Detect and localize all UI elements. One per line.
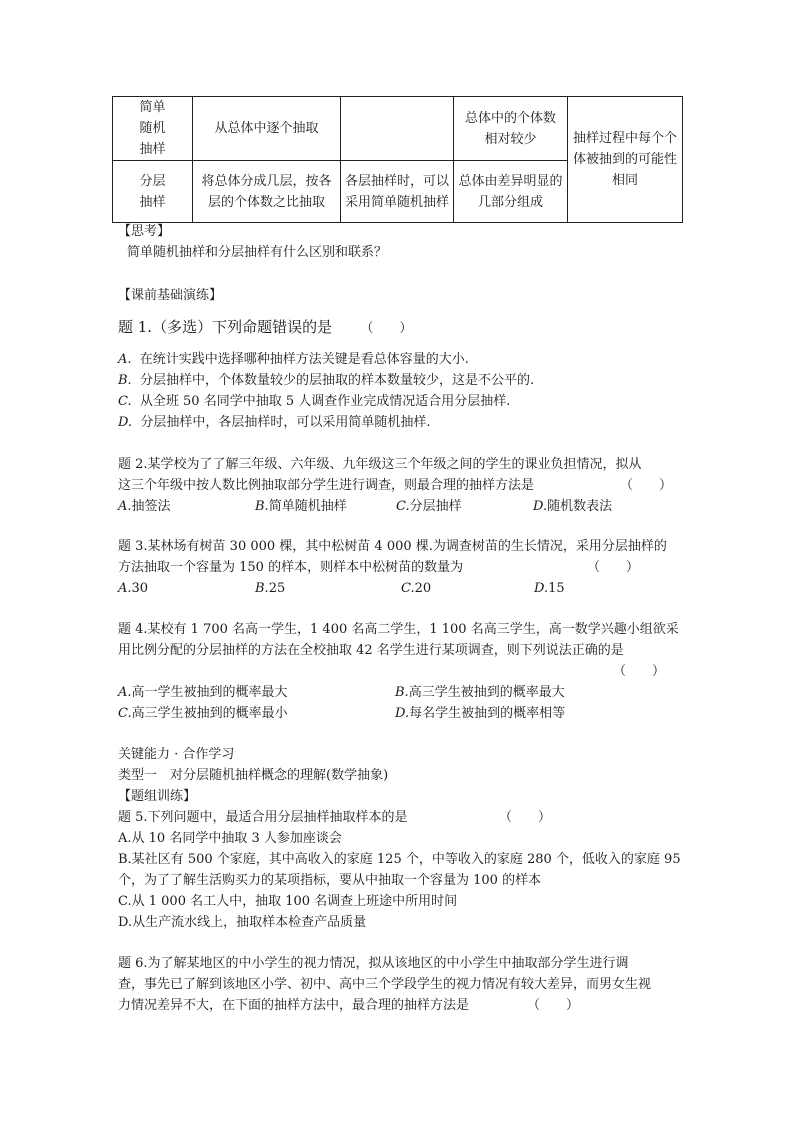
option-letter: B. xyxy=(255,499,269,514)
sampling-comparison-table xyxy=(112,96,683,223)
option-letter: D. xyxy=(395,706,410,721)
question-4-option-a xyxy=(118,682,288,703)
answer-blank: （ ） xyxy=(613,664,666,679)
question-5-option-c: C.从 1 000 名工人中，抽取 100 名调查上班途中所用时间 xyxy=(118,894,458,909)
table-row xyxy=(113,97,683,161)
option-text: 高三学生被抽到的概率最小 xyxy=(131,706,288,721)
option-text: 在统计实践中选择哪种抽样方法关键是看总体容量的大小. xyxy=(139,352,469,367)
option-text: 随机数表法 xyxy=(547,499,613,514)
answer-blank: （ ） xyxy=(499,810,552,825)
question-3-option-d xyxy=(534,578,565,599)
option-letter: C. xyxy=(396,499,410,514)
answer-blank: （ ） xyxy=(587,560,640,575)
question-1-option-d xyxy=(118,412,431,433)
question-2-line-2: 这三个年级中按人数比例抽取部分学生进行调查，则最合理的抽样方法是 xyxy=(118,478,535,493)
option-text: 25 xyxy=(268,581,286,596)
question-3-option-b xyxy=(255,578,285,599)
question-3-line-2: 方法抽取一个容量为 150 的样本，则样本中松树苗的数量为 xyxy=(118,560,464,575)
table-cell: 从总体中逐个抽取 xyxy=(193,97,341,161)
option-text: 分层抽样中，个体数量较少的层抽取的样本数量较少，这是不公平的. xyxy=(139,373,535,388)
question-stem-text: 题 1.（多选）下列命题错误的是 xyxy=(118,318,333,336)
question-5-option-b-line-2: 个，为了了解生活购买力的某项指标，要从中抽取一个容量为 100 的样本 xyxy=(118,873,542,888)
question-2-option-a xyxy=(118,496,171,517)
option-text: 15 xyxy=(548,581,565,596)
table-cell: 将总体分成几层，按各层的个体数之比抽取 xyxy=(193,161,341,223)
question-4-option-d xyxy=(395,703,565,724)
answer-blank: （ ） xyxy=(620,478,673,493)
think-heading: 【思考】 xyxy=(118,224,171,239)
question-5-stem: 题 5.下列问题中，最适合用分层抽样抽取样本的是 xyxy=(118,810,408,825)
table-cell: 简单随机抽样 xyxy=(113,97,193,161)
question-3-option-a xyxy=(118,578,148,599)
option-text: 高一学生被抽到的概率最大 xyxy=(131,685,288,700)
question-4-line-2: 用比例分配的分层抽样的方法在全校抽取 42 名学生进行某项调查，则下列说法正确的是 xyxy=(118,643,624,658)
option-letter: D. xyxy=(533,499,548,514)
table-cell: 分层抽样 xyxy=(113,161,193,223)
basic-practice-heading: 【课前基础演练】 xyxy=(118,288,223,303)
section-heading: 关键能力 · 合作学习 xyxy=(118,747,235,762)
question-3-line-1: 题 3.某林场有树苗 30 000 棵，其中松树苗 4 000 棵.为调查树苗的生长情况，采用分层抽样的 xyxy=(118,539,667,554)
option-letter: D. xyxy=(534,581,549,596)
question-6-line-1: 题 6.为了解某地区的中小学生的视力情况，拟从该地区的中小学生中抽取部分学生进行调 xyxy=(118,956,629,971)
question-1-option-b xyxy=(118,370,534,391)
question-2-option-c xyxy=(396,496,462,517)
question-2-option-d xyxy=(533,496,612,517)
option-letter: B. xyxy=(255,581,269,596)
question-2-line-1: 题 2.某学校为了了解三年级、六年级、九年级这三个年级之间的学生的课业负担情况，拟从 xyxy=(118,457,642,472)
question-1-option-a xyxy=(118,349,469,370)
question-4-line-1: 题 4.某校有 1 700 名高一学生，1 400 名高二学生，1 100 名高三学生，高一数学兴趣小组欲采 xyxy=(118,622,679,637)
question-4-option-b xyxy=(395,682,565,703)
group-training-heading: 【题组训练】 xyxy=(118,789,197,804)
option-letter: C. xyxy=(401,581,415,596)
option-text: 每名学生被抽到的概率相等 xyxy=(409,706,566,721)
answer-blank: （ ） xyxy=(360,321,413,336)
type-1-heading: 类型一 对分层随机抽样概念的理解(数学抽象) xyxy=(118,768,389,783)
option-text: 从全班 50 名同学中抽取 5 人调查作业完成情况适合用分层抽样. xyxy=(139,394,511,409)
question-4-option-c xyxy=(118,703,288,724)
option-text: 高三学生被抽到的概率最大 xyxy=(408,685,565,700)
question-3-option-c xyxy=(401,578,431,599)
option-text: 简单随机抽样 xyxy=(268,499,347,514)
question-5-option-b-line-1: B.某社区有 500 个家庭，其中高收入的家庭 125 个，中等收入的家庭 280 个，低收入的家庭 95 xyxy=(118,852,681,867)
question-5-option-d: D.从生产流水线上，抽取样本检查产品质量 xyxy=(118,915,367,930)
option-text: 20 xyxy=(414,581,432,596)
option-letter: C. xyxy=(118,394,132,409)
option-text: 30 xyxy=(131,581,149,596)
option-text: 抽签法 xyxy=(131,499,171,514)
table-cell: 各层抽样时，可以采用简单随机抽样 xyxy=(341,161,454,223)
table-cell: 总体中的个体数相对较少 xyxy=(454,97,568,161)
table-cell: 总体由差异明显的几部分组成 xyxy=(454,161,568,223)
option-letter: D. xyxy=(118,415,133,430)
question-6-line-2: 查，事先已了解到该地区小学、初中、高中三个学段学生的视力情况有较大差异，而男女生视 xyxy=(118,977,652,992)
option-letter: A. xyxy=(118,685,132,700)
option-letter: B. xyxy=(118,373,132,388)
option-text: 分层抽样中，各层抽样时，可以采用简单随机抽样. xyxy=(140,415,431,430)
option-letter: C. xyxy=(118,706,132,721)
question-1-option-c xyxy=(118,391,510,412)
think-question: 简单随机抽样和分层抽样有什么区别和联系？ xyxy=(127,245,388,260)
option-letter: A. xyxy=(118,581,132,596)
question-6-line-3: 力情况差异不大，在下面的抽样方法中，最合理的抽样方法是 xyxy=(118,998,470,1013)
question-1-stem xyxy=(118,317,412,339)
option-text: 分层抽样 xyxy=(409,499,462,514)
question-2-option-b xyxy=(255,496,347,517)
question-5-option-a: A.从 10 名同学中抽取 3 人参加座谈会 xyxy=(118,831,342,846)
option-letter: A. xyxy=(118,499,132,514)
table-cell xyxy=(341,97,454,161)
option-letter: B. xyxy=(395,685,409,700)
answer-blank: （ ） xyxy=(527,998,580,1013)
merged-table-cell: 抽样过程中每个个体被抽到的可能性相同 xyxy=(568,97,683,223)
option-letter: A. xyxy=(118,352,132,367)
